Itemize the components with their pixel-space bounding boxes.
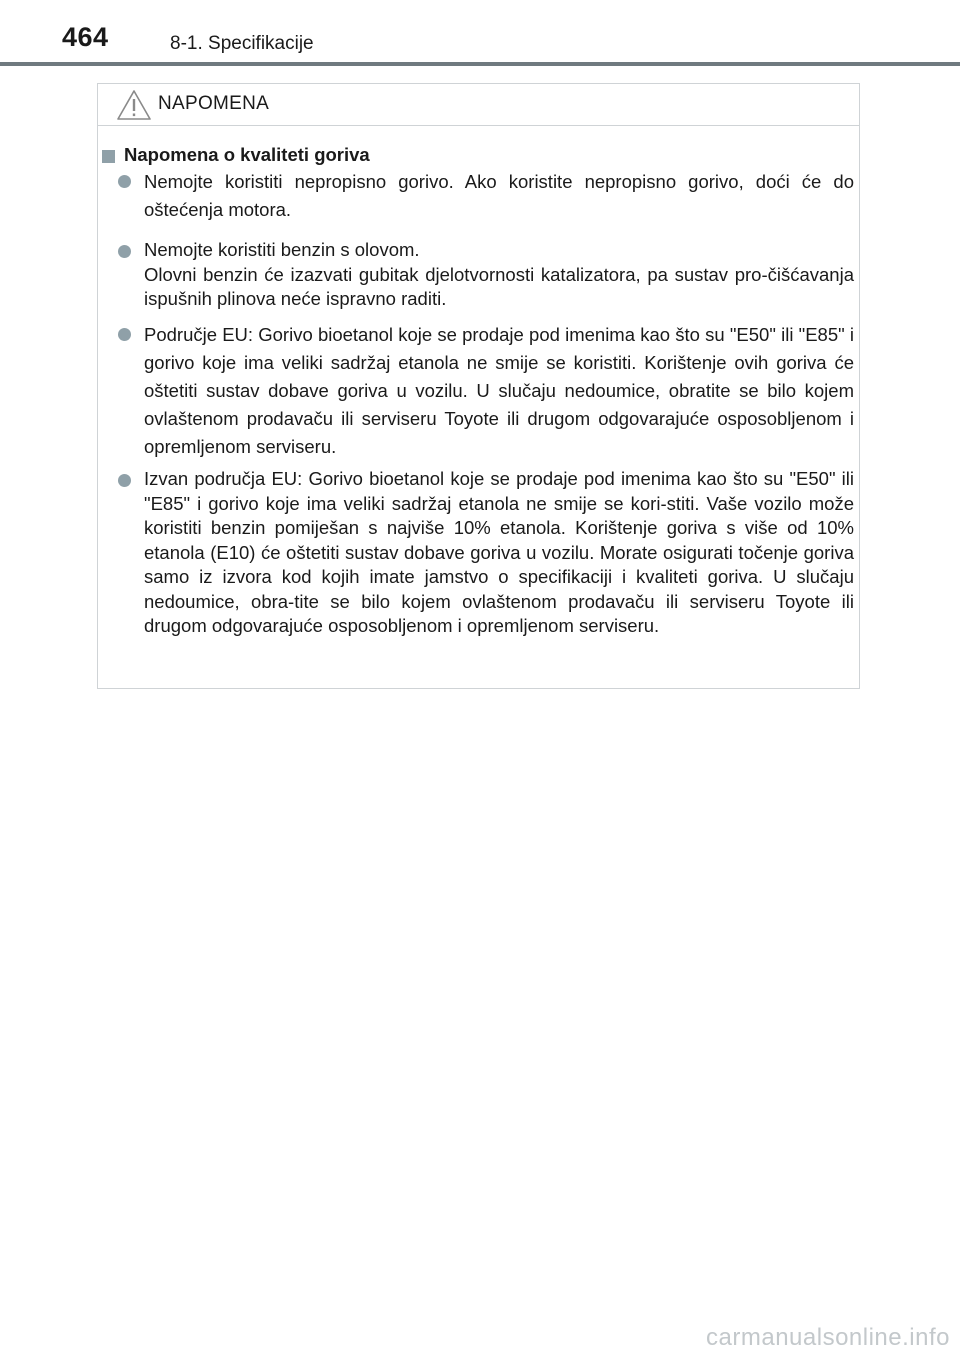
bullet-item xyxy=(98,467,859,639)
page-number: 464 xyxy=(62,22,109,52)
warning-triangle-icon xyxy=(116,89,152,121)
circle-bullet-icon xyxy=(118,474,131,487)
header-divider xyxy=(0,62,960,66)
circle-bullet-icon xyxy=(118,175,131,188)
bullet-text: Olovni benzin će izazvati gubitak djelotvornosti katalizatora, pa sustav pro-čišćavanja ispušnih plinova neće ispravno raditi. xyxy=(144,263,854,309)
bullet-text: Nemojte koristiti benzin s olovom. xyxy=(144,239,420,260)
square-bullet-icon xyxy=(102,150,115,163)
notice-label: NAPOMENA xyxy=(158,93,270,114)
notice-header xyxy=(98,84,859,126)
bullet-text: Izvan područja EU: Gorivo bioetanol koje se prodaje pod imenima kao što su "E50" ili "E85" i gorivo koje ima veliki sadržaj etanola ne smije se kori-stiti. Vaše vozilo može koristiti benzin pomiješan s najviše 10% etanola. Korištenje goriva s više od 10% etanola (E10) će oštetiti sustav dobave goriva u vozilu. Morate osigurati točenje goriva samo iz izvora kod kojih imate jamstvo o specifikaciji i kvaliteti goriva. U slučaju nedoumice, obra-tite se bilo kojem ovlaštenom prodavaču ili serviseru Toyote ili drugom odgovarajuće osposobljenom i opremljenom serviseru. xyxy=(144,468,854,636)
bullet-text: Područje EU: Gorivo bioetanol koje se prodaje pod imenima kao što su "E50" ili "E85" i gorivo koje ima veliki sadržaj etanola ne smije se koristiti. Korištenje ovih goriva će oštetiti sustav dobave goriva u vozilu. U slučaju nedoumice, obratite se bilo kojem ovlaštenom prodavaču ili serviseru Toyote ili drugom odgovarajuće osposobljenom i opremljenom serviseru. xyxy=(144,324,854,457)
section-title: 8-1. Specifikacije xyxy=(170,33,314,54)
circle-bullet-icon xyxy=(118,245,131,258)
bullet-text: Nemojte koristiti nepropisno gorivo. Ako koristite nepropisno gorivo, doći će do oštećenja motora. xyxy=(144,171,854,220)
notice-box xyxy=(97,83,860,689)
bullet-item xyxy=(98,238,859,312)
bullet-item xyxy=(98,168,859,224)
subheading-text: Napomena o kvaliteti goriva xyxy=(124,144,370,165)
circle-bullet-icon xyxy=(118,328,131,341)
bullet-item xyxy=(98,321,859,461)
watermark: carmanualsonline.info xyxy=(706,1324,950,1351)
page-header xyxy=(0,0,960,64)
